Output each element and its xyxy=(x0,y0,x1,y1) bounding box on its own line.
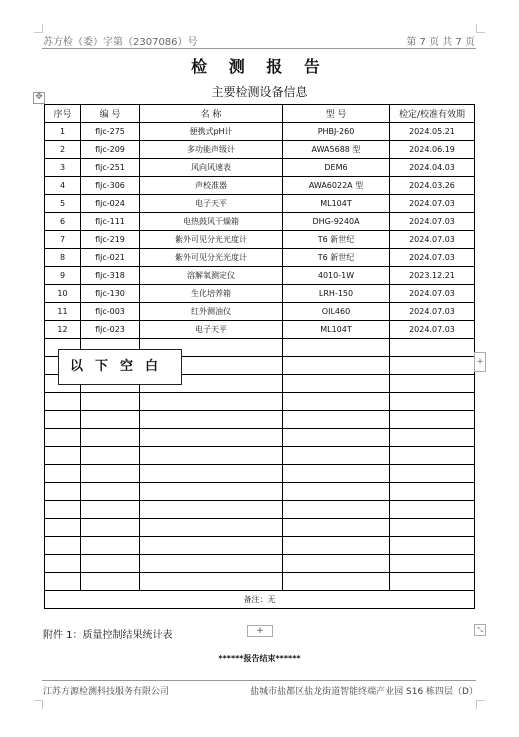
table-cell: 2024.05.21 xyxy=(390,123,475,141)
table-cell: 7 xyxy=(45,231,81,249)
table-cell: AWA5688 型 xyxy=(283,141,390,159)
footer-company: 江苏方源检测科技服务有限公司 xyxy=(43,687,170,697)
table-cell: T6 新世纪 xyxy=(283,249,390,267)
table-cell: fljc-209 xyxy=(81,141,140,159)
table-cell: T6 新世纪 xyxy=(283,231,390,249)
table-cell: 3 xyxy=(45,159,81,177)
page-corner-mark xyxy=(476,700,485,709)
header-divider xyxy=(42,48,476,49)
column-header: 检定/校准有效期 xyxy=(390,105,475,123)
table-cell: 1 xyxy=(45,123,81,141)
table-cell: ML104T xyxy=(283,195,390,213)
table-cell xyxy=(390,483,475,501)
table-cell: 2024.04.03 xyxy=(390,159,475,177)
table-cell xyxy=(283,465,390,483)
table-cell: LRH-150 xyxy=(283,285,390,303)
table-row xyxy=(45,249,475,267)
table-cell xyxy=(283,519,390,537)
table-cell: fljc-024 xyxy=(81,195,140,213)
table-cell: 生化培养箱 xyxy=(140,285,283,303)
table-cell: OIL460 xyxy=(283,303,390,321)
table-cell xyxy=(283,501,390,519)
table-cell: fljc-130 xyxy=(81,285,140,303)
table-cell xyxy=(390,339,475,357)
table-cell xyxy=(390,393,475,411)
column-header: 名 称 xyxy=(140,105,283,123)
table-cell xyxy=(390,375,475,393)
table-cell xyxy=(81,429,140,447)
table-cell: 2024.07.03 xyxy=(390,321,475,339)
table-cell xyxy=(45,447,81,465)
table-cell xyxy=(140,429,283,447)
remarks-cell: 备注：无 xyxy=(45,591,475,609)
table-cell: 5 xyxy=(45,195,81,213)
empty-table-row xyxy=(45,429,475,447)
table-cell xyxy=(140,555,283,573)
table-cell xyxy=(45,429,81,447)
table-cell: fljc-111 xyxy=(81,213,140,231)
table-cell xyxy=(390,537,475,555)
table-cell xyxy=(140,447,283,465)
table-cell xyxy=(81,501,140,519)
table-cell: 2024.07.03 xyxy=(390,303,475,321)
table-cell xyxy=(140,483,283,501)
table-cell: 紫外可见分光光度计 xyxy=(140,231,283,249)
table-cell: 4010-1W xyxy=(283,267,390,285)
table-cell: 2024.06.19 xyxy=(390,141,475,159)
table-cell xyxy=(81,393,140,411)
empty-table-row xyxy=(45,573,475,591)
table-cell xyxy=(283,393,390,411)
table-row xyxy=(45,177,475,195)
table-cell: 2024.07.03 xyxy=(390,231,475,249)
add-column-plus-icon[interactable]: + xyxy=(474,352,486,372)
report-end-marker: ******报告结束****** xyxy=(218,654,301,663)
footer-divider xyxy=(42,680,476,681)
remarks-row xyxy=(45,591,475,609)
table-cell xyxy=(283,375,390,393)
table-cell xyxy=(45,555,81,573)
table-cell: 多功能声级计 xyxy=(140,141,283,159)
table-cell xyxy=(390,465,475,483)
table-cell xyxy=(283,555,390,573)
table-row xyxy=(45,195,475,213)
table-cell xyxy=(390,573,475,591)
empty-table-row xyxy=(45,393,475,411)
table-cell xyxy=(81,573,140,591)
table-cell: 2024.07.03 xyxy=(390,213,475,231)
table-cell: fljc-306 xyxy=(81,177,140,195)
page-corner-mark xyxy=(34,24,43,33)
table-cell xyxy=(81,555,140,573)
table-cell xyxy=(390,555,475,573)
empty-table-row xyxy=(45,465,475,483)
table-cell: 10 xyxy=(45,285,81,303)
footer-address: 盐城市盐都区盐龙街道智能终端产业园 S16 栋四层（D） xyxy=(250,687,478,697)
table-cell xyxy=(390,447,475,465)
add-row-plus-icon[interactable]: + xyxy=(247,625,273,637)
table-cell xyxy=(81,483,140,501)
table-cell xyxy=(390,501,475,519)
table-cell xyxy=(140,519,283,537)
empty-table-row xyxy=(45,555,475,573)
table-cell xyxy=(140,537,283,555)
table-cell: 便携式pH计 xyxy=(140,123,283,141)
table-cell xyxy=(140,465,283,483)
blank-below-notice: 以下空白 xyxy=(58,349,182,385)
table-cell xyxy=(140,411,283,429)
table-cell xyxy=(390,519,475,537)
empty-table-row xyxy=(45,411,475,429)
table-cell: fljc-219 xyxy=(81,231,140,249)
empty-table-row xyxy=(45,501,475,519)
table-cell xyxy=(390,357,475,375)
table-row xyxy=(45,321,475,339)
table-cell: 4 xyxy=(45,177,81,195)
table-cell xyxy=(45,393,81,411)
column-header: 型 号 xyxy=(283,105,390,123)
table-cell: 溶解氧测定仪 xyxy=(140,267,283,285)
table-cell xyxy=(283,411,390,429)
table-cell: fljc-003 xyxy=(81,303,140,321)
table-cell xyxy=(45,483,81,501)
table-cell xyxy=(283,357,390,375)
table-cell xyxy=(140,393,283,411)
table-cell xyxy=(81,447,140,465)
table-cell: 2023.12.21 xyxy=(390,267,475,285)
table-header-row xyxy=(45,105,475,123)
table-cell: 电子天平 xyxy=(140,321,283,339)
page-corner-mark xyxy=(34,700,43,709)
table-cell: 紫外可见分光光度计 xyxy=(140,249,283,267)
column-header: 序号 xyxy=(45,105,81,123)
table-cell xyxy=(390,411,475,429)
table-cell: 风向风速表 xyxy=(140,159,283,177)
table-cell: 2024.07.03 xyxy=(390,249,475,267)
table-cell xyxy=(140,573,283,591)
table-cell: fljc-251 xyxy=(81,159,140,177)
table-cell: 12 xyxy=(45,321,81,339)
column-header: 编 号 xyxy=(81,105,140,123)
table-cell xyxy=(81,537,140,555)
table-cell: 声校准器 xyxy=(140,177,283,195)
table-cell xyxy=(283,483,390,501)
page-corner-mark xyxy=(476,24,485,33)
table-cell: fljc-318 xyxy=(81,267,140,285)
table-cell xyxy=(45,465,81,483)
table-cell: 电子天平 xyxy=(140,195,283,213)
table-row xyxy=(45,231,475,249)
table-cell: DEM6 xyxy=(283,159,390,177)
table-cell: DHG-9240A xyxy=(283,213,390,231)
table-cell: 电热鼓风干燥箱 xyxy=(140,213,283,231)
table-row xyxy=(45,285,475,303)
table-cell xyxy=(45,573,81,591)
table-cell xyxy=(45,537,81,555)
table-cell: 8 xyxy=(45,249,81,267)
table-cell xyxy=(81,465,140,483)
table-row xyxy=(45,123,475,141)
table-cell xyxy=(45,519,81,537)
table-cell xyxy=(45,411,81,429)
table-row xyxy=(45,303,475,321)
table-cell: PHBJ-260 xyxy=(283,123,390,141)
table-cell: 9 xyxy=(45,267,81,285)
table-cell: fljc-023 xyxy=(81,321,140,339)
table-row xyxy=(45,213,475,231)
table-cell xyxy=(283,429,390,447)
table-cell xyxy=(283,339,390,357)
header-page-number: 第 7 页 共 7 页 xyxy=(406,37,475,48)
table-cell: 6 xyxy=(45,213,81,231)
table-cell: ML104T xyxy=(283,321,390,339)
table-cell xyxy=(81,519,140,537)
table-cell: 2024.07.03 xyxy=(390,195,475,213)
table-cell: 红外测油仪 xyxy=(140,303,283,321)
empty-table-row xyxy=(45,519,475,537)
table-cell: 2 xyxy=(45,141,81,159)
table-row xyxy=(45,267,475,285)
table-cell: fljc-021 xyxy=(81,249,140,267)
header-report-number: 苏方检（委）字第（2307086）号 xyxy=(43,37,198,48)
empty-table-row xyxy=(45,447,475,465)
table-resize-handle-icon[interactable]: ⤡ xyxy=(474,624,486,636)
table-cell xyxy=(81,411,140,429)
table-cell xyxy=(283,537,390,555)
table-row xyxy=(45,141,475,159)
table-cell xyxy=(390,429,475,447)
table-cell: 11 xyxy=(45,303,81,321)
table-move-handle-icon[interactable]: ✥ xyxy=(33,92,45,104)
table-cell: AWA6022A 型 xyxy=(283,177,390,195)
page-subtitle: 主要检测设备信息 xyxy=(211,85,308,99)
table-row xyxy=(45,159,475,177)
table-cell xyxy=(283,573,390,591)
table-cell: 2024.03.26 xyxy=(390,177,475,195)
table-cell: 2024.07.03 xyxy=(390,285,475,303)
attachment-note: 附件 1：质量控制结果统计表 xyxy=(43,630,173,641)
table-cell xyxy=(283,447,390,465)
empty-table-row xyxy=(45,537,475,555)
table-cell: fljc-275 xyxy=(81,123,140,141)
page-title: 检 测 报 告 xyxy=(191,57,328,76)
empty-table-row xyxy=(45,483,475,501)
table-cell xyxy=(45,501,81,519)
table-cell xyxy=(140,501,283,519)
